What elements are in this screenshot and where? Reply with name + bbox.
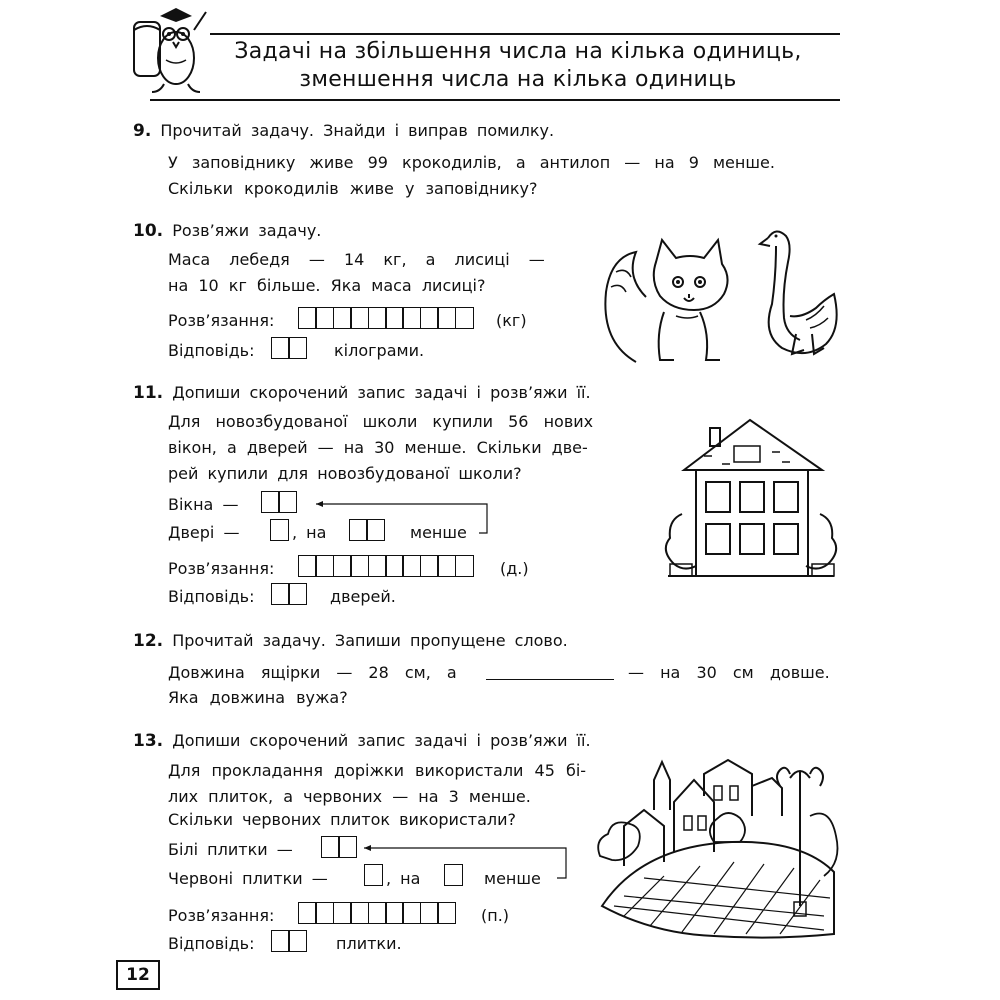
solution-answer-cells[interactable] (298, 902, 455, 924)
solution-label: Розв’язання: (168, 906, 275, 925)
short-record-row2-label: Червоні плитки — (168, 869, 328, 888)
solution-unit: (д.) (500, 559, 529, 578)
solution-answer-cells[interactable] (298, 555, 472, 577)
short-record-row2-mid: , на (292, 523, 327, 542)
task-instruction: Розв’яжи задачу. (172, 221, 322, 240)
white-tiles-value-cells[interactable] (321, 836, 356, 858)
short-record-row1-label: Білі плитки — (168, 840, 293, 859)
task-13-text-line3: Скільки червоних плиток використали? (168, 810, 516, 829)
missing-word-blank[interactable] (486, 679, 614, 680)
answer-label: Відповідь: (168, 341, 255, 360)
task-13-instruction-line (133, 729, 591, 753)
answer-cells[interactable] (271, 930, 306, 952)
red-tiles-value-cell[interactable] (364, 864, 381, 886)
task-9-text-line2: Скільки крокодилів живе у заповіднику? (168, 179, 538, 198)
page-title-line1: Задачі на збільшення числа на кілька одиниць, (234, 39, 802, 64)
task-number: 12. (133, 631, 164, 651)
task-11-text-line3: рей купили для новозбудованої школи? (168, 464, 522, 483)
task-12-instruction-line (133, 629, 568, 653)
answer-unit: плитки. (336, 934, 402, 953)
answer-label: Відповідь: (168, 587, 255, 606)
solution-label: Розв’язання: (168, 311, 275, 330)
task-10-text-line1: Маса лебедя — 14 кг, а лисиці — (168, 250, 545, 269)
task-12-text-line2: Яка довжина вужа? (168, 688, 348, 707)
task-number: 10. (133, 221, 164, 241)
task-11-text-line1: Для новозбудованої школи купили 56 нових (168, 412, 594, 431)
difference-cell[interactable] (444, 864, 461, 886)
task-10-text-line2: на 10 кг більше. Яка маса лисиці? (168, 276, 486, 295)
task-13-text-line2: лих плиток, а червоних — на 3 менше. (168, 787, 531, 806)
short-record-row2-mid: , на (386, 869, 421, 888)
task-9-text-line1: У заповіднику живе 99 крокодилів, а антилоп — на 9 менше. (168, 153, 775, 172)
answer-label: Відповідь: (168, 934, 255, 953)
task-number: 9. (133, 121, 152, 141)
task-number: 11. (133, 383, 164, 403)
task-instruction: Допиши скорочений запис задачі і розв’яжи її. (172, 731, 591, 750)
task-13-text-line1: Для прокладання доріжки використали 45 бі- (168, 761, 587, 780)
house-icon (662, 418, 840, 584)
answer-unit: кілограми. (334, 341, 425, 360)
task-11-text-line2: вікон, а дверей — на 30 менше. Скільки две- (168, 438, 588, 457)
task-instruction: Допиши скорочений запис задачі і розв’яжи її. (172, 383, 591, 402)
task-12-text-line1-a: Довжина ящірки — 28 см, а (168, 663, 457, 682)
answer-cells[interactable] (271, 583, 306, 605)
short-record-row2-label: Двері — (168, 523, 240, 542)
solution-label: Розв’язання: (168, 559, 275, 578)
task-12-text-line1-b: — на 30 см довше. (628, 663, 830, 682)
short-record-row1-label: Вікна — (168, 495, 239, 514)
short-record-row2-end: менше (484, 869, 541, 888)
solution-unit: (кг) (496, 311, 527, 330)
town-icon (594, 756, 842, 942)
task-instruction: Прочитай задачу. Знайди і виправ помилку. (160, 121, 555, 140)
task-number: 13. (133, 731, 164, 751)
task-instruction: Прочитай задачу. Запиши пропущене слово. (172, 631, 568, 650)
answer-unit: дверей. (330, 587, 396, 606)
page-number: 12 (116, 960, 160, 990)
page-title-line2: зменшення числа на кілька одиниць (299, 67, 737, 92)
solution-unit: (п.) (481, 906, 510, 925)
short-record-row2-end: менше (410, 523, 467, 542)
